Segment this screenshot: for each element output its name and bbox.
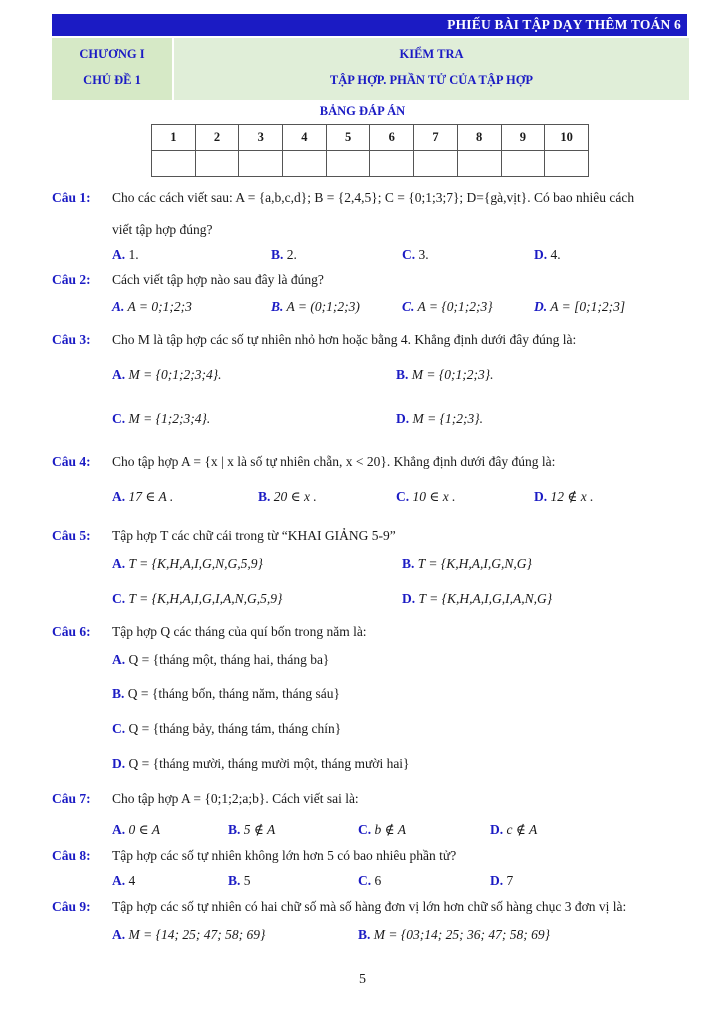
question-5-option-d[interactable]	[402, 590, 552, 608]
question-3-option-b[interactable]	[396, 366, 494, 384]
option-text: M = {03;14; 25; 36; 47; 58; 69}	[373, 927, 551, 942]
option-text: A = 0;1;2;3	[127, 299, 192, 314]
option-letter: A.	[112, 367, 126, 382]
option-letter: B.	[271, 299, 284, 314]
answer-blank-cell[interactable]	[457, 151, 501, 177]
option-letter: A.	[112, 822, 126, 837]
answer-blank-cell[interactable]	[370, 151, 414, 177]
question-text: Tập hợp T các chữ cái trong từ “KHAI GIẢNG 5-9”	[112, 528, 396, 543]
question-8-option-c[interactable]	[358, 872, 381, 890]
option-text: 0 ∈ A	[128, 822, 160, 837]
answer-table	[151, 124, 589, 177]
question-number: Câu 3:	[52, 332, 91, 347]
option-letter: D.	[534, 247, 548, 262]
answer-number-cell: 10	[545, 125, 589, 151]
option-letter: D.	[490, 822, 504, 837]
test-title: KIỂM TRA	[399, 47, 464, 61]
topic-box	[174, 38, 689, 100]
option-letter: D.	[534, 299, 548, 314]
option-letter: C.	[112, 591, 126, 606]
answer-number-cell: 9	[501, 125, 545, 151]
answer-table-header-row	[152, 125, 589, 151]
option-text: 7	[506, 873, 514, 888]
option-letter: B.	[271, 247, 284, 262]
answer-blank-cell[interactable]	[326, 151, 370, 177]
option-text: 5	[243, 873, 251, 888]
option-text: M = {1;2;3;4}.	[128, 411, 211, 426]
option-letter: D.	[402, 591, 416, 606]
option-text: 20 ∈ x .	[273, 489, 317, 504]
question-4-option-d[interactable]	[534, 488, 594, 506]
option-text: A = [0;1;2;3]	[550, 299, 626, 314]
answer-blank-cell[interactable]	[152, 151, 196, 177]
answer-number-cell: 5	[326, 125, 370, 151]
question-number: Câu 7:	[52, 791, 91, 806]
option-text: Q = {tháng một, tháng hai, tháng ba}	[128, 652, 330, 667]
topic-title: TẬP HỢP. PHẦN TỬ CỦA TẬP HỢP	[329, 73, 534, 87]
option-letter: A.	[112, 556, 126, 571]
question-7-option-d[interactable]	[490, 821, 537, 839]
option-letter: A.	[112, 927, 126, 942]
answer-blank-cell[interactable]	[501, 151, 545, 177]
option-letter: B.	[358, 927, 371, 942]
question-text: Cho M là tập hợp các số tự nhiên nhỏ hơn hoặc bằng 4. Khẳng định dưới đây đúng là:	[112, 332, 577, 347]
option-text: A = {0;1;2;3}	[417, 299, 493, 314]
option-text: M = {1;2;3}.	[412, 411, 484, 426]
option-text: A = (0;1;2;3)	[286, 299, 360, 314]
page-header-banner: PHIẾU BÀI TẬP DẠY THÊM TOÁN 6	[52, 14, 687, 36]
question-3-option-a[interactable]	[112, 366, 222, 384]
question-number: Câu 5:	[52, 528, 91, 543]
option-text: 4.	[550, 247, 561, 262]
question-number: Câu 6:	[52, 624, 91, 639]
question-9-option-a[interactable]	[112, 926, 265, 944]
option-letter: B.	[258, 489, 271, 504]
option-letter: C.	[396, 489, 410, 504]
option-text: b ∉ A	[374, 822, 406, 837]
question-number: Câu 8:	[52, 848, 91, 863]
answer-blank-cell[interactable]	[239, 151, 283, 177]
option-letter: C.	[402, 247, 416, 262]
option-letter: C.	[358, 873, 372, 888]
question-text: Tập hợp các số tự nhiên có hai chữ số mà số hàng đơn vị lớn hơn chữ số hàng chục 3 đơn vị là:	[112, 899, 627, 914]
option-letter: C.	[358, 822, 372, 837]
option-letter: D.	[112, 756, 126, 771]
option-letter: B.	[112, 686, 125, 701]
question-6-option-c[interactable]	[112, 720, 341, 738]
question-text: Cho tập hợp A = {0;1;2;a;b}. Cách viết sai là:	[112, 791, 359, 806]
option-text: 1.	[128, 247, 139, 262]
question-text: Tập hợp các số tự nhiên không lớn hơn 5 có bao nhiêu phần tử?	[112, 848, 457, 863]
option-letter: D.	[534, 489, 548, 504]
question-3-option-c[interactable]	[112, 410, 210, 428]
answer-blank-cell[interactable]	[414, 151, 458, 177]
chapter-box	[52, 38, 172, 100]
option-text: Q = {tháng mười, tháng mười một, tháng mười hai}	[128, 756, 410, 771]
answer-number-cell: 3	[239, 125, 283, 151]
option-text: 4	[128, 873, 136, 888]
question-2-option-c[interactable]	[402, 298, 493, 316]
answer-blank-cell[interactable]	[195, 151, 239, 177]
question-1-option-d[interactable]	[534, 246, 561, 264]
option-text: T = {K,H,A,I,G,N,G}	[417, 556, 532, 571]
answer-number-cell: 8	[457, 125, 501, 151]
question-7-option-c[interactable]	[358, 821, 406, 839]
question-5-option-a[interactable]	[112, 555, 263, 573]
answer-number-cell: 6	[370, 125, 414, 151]
option-letter: A.	[112, 489, 126, 504]
option-text: T = {K,H,A,I,G,N,G,5,9}	[128, 556, 263, 571]
question-6-option-d[interactable]	[112, 755, 410, 773]
option-letter: D.	[490, 873, 504, 888]
question-3-option-d[interactable]	[396, 410, 483, 428]
option-letter: B.	[228, 822, 241, 837]
question-8-option-a[interactable]	[112, 872, 135, 890]
answer-blank-cell[interactable]	[283, 151, 327, 177]
option-letter: B.	[228, 873, 241, 888]
question-8-option-b[interactable]	[228, 872, 251, 890]
question-text: Tập hợp Q các tháng của quí bốn trong năm là:	[112, 624, 367, 639]
option-letter: C.	[112, 721, 126, 736]
option-text: 3.	[418, 247, 429, 262]
option-letter: A.	[112, 299, 125, 314]
option-text: 5 ∉ A	[243, 822, 276, 837]
option-letter: C.	[402, 299, 415, 314]
answer-table-title: BẢNG ĐÁP ÁN	[319, 104, 406, 118]
question-9-option-b[interactable]	[358, 926, 550, 944]
option-text: c ∉ A	[506, 822, 538, 837]
question-7-option-b[interactable]	[228, 821, 275, 839]
option-text: Q = {tháng bốn, tháng năm, tháng sáu}	[127, 686, 340, 701]
question-1-option-b[interactable]	[271, 246, 297, 264]
question-4-option-c[interactable]	[396, 488, 456, 506]
option-letter: B.	[396, 367, 409, 382]
option-text: 17 ∈ A .	[128, 489, 174, 504]
option-letter: A.	[112, 652, 126, 667]
question-text: Cách viết tập hợp nào sau đây là đúng?	[112, 272, 324, 287]
question-number: Câu 1:	[52, 190, 91, 205]
question-4-option-a[interactable]	[112, 488, 173, 506]
answer-blank-cell[interactable]	[545, 151, 589, 177]
option-text: 2.	[286, 247, 297, 262]
option-text: M = {0;1;2;3;4}.	[128, 367, 222, 382]
question-number: Câu 2:	[52, 272, 91, 287]
question-5-option-c[interactable]	[112, 590, 282, 608]
chapter-label: CHƯƠNG I	[79, 47, 145, 61]
option-text: 6	[374, 873, 382, 888]
option-text: M = {14; 25; 47; 58; 69}	[128, 927, 266, 942]
question-1-option-a[interactable]	[112, 246, 139, 264]
question-number: Câu 9:	[52, 899, 91, 914]
question-1-option-c[interactable]	[402, 246, 429, 264]
topic-number-label: CHỦ ĐỀ 1	[83, 73, 141, 87]
option-text: T = {K,H,A,I,G,I,A,N,G,5,9}	[128, 591, 283, 606]
option-letter: A.	[112, 873, 126, 888]
option-text: T = {K,H,A,I,G,I,A,N,G}	[418, 591, 553, 606]
question-text: Cho các cách viết sau: A = {a,b,c,d}; B = {2,4,5}; C = {0;1;3;7}; D={gà,vịt}. Có bao nhiêu cách	[112, 190, 635, 205]
option-letter: B.	[402, 556, 415, 571]
option-text: Q = {tháng bảy, tháng tám, tháng chín}	[128, 721, 342, 736]
question-text-continued: viết tập hợp đúng?	[112, 222, 213, 237]
question-4-option-b[interactable]	[258, 488, 317, 506]
answer-number-cell: 4	[283, 125, 327, 151]
option-text: M = {0;1;2;3}.	[411, 367, 494, 382]
question-number: Câu 4:	[52, 454, 91, 469]
option-letter: A.	[112, 247, 126, 262]
title-block	[52, 38, 689, 100]
option-text: 10 ∈ x .	[412, 489, 456, 504]
question-text: Cho tập hợp A = {x | x là số tự nhiên chẵn, x < 20}. Khẳng định dưới đây đúng là:	[112, 454, 556, 469]
option-text: 12 ∉ x .	[550, 489, 594, 504]
answer-number-cell: 2	[195, 125, 239, 151]
question-2-option-b[interactable]	[271, 298, 360, 316]
page-number: 5	[359, 972, 366, 987]
question-6-option-b[interactable]	[112, 685, 340, 703]
option-letter: C.	[112, 411, 126, 426]
question-8-option-d[interactable]	[490, 872, 513, 890]
question-2-option-a[interactable]	[112, 298, 192, 316]
option-letter: D.	[396, 411, 410, 426]
answer-number-cell: 7	[414, 125, 458, 151]
answer-table-blank-row	[152, 151, 589, 177]
question-2-option-d[interactable]	[534, 298, 625, 316]
answer-number-cell: 1	[152, 125, 196, 151]
question-6-option-a[interactable]	[112, 651, 329, 669]
question-7-option-a[interactable]	[112, 821, 160, 839]
question-5-option-b[interactable]	[402, 555, 532, 573]
